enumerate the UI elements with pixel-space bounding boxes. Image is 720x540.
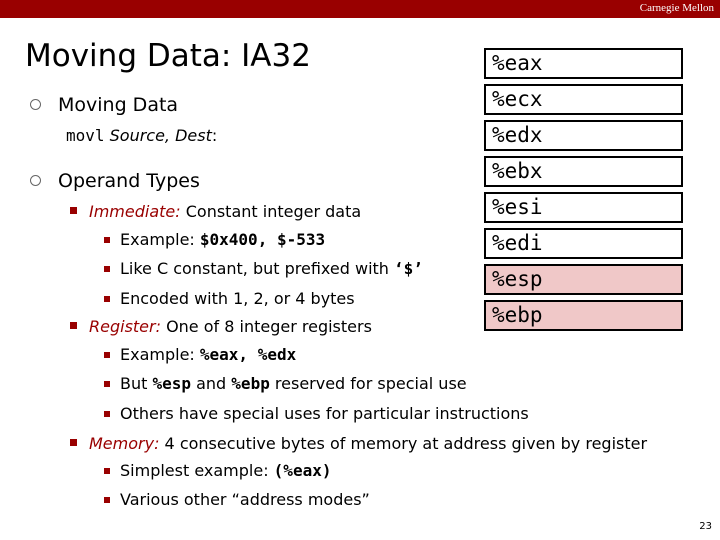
register-but-code-esp: %esp xyxy=(152,374,192,393)
register-but-suffix: reserved for special use xyxy=(269,374,467,393)
square-bullet-icon xyxy=(70,207,77,214)
register-box-ebp: %ebp xyxy=(484,300,683,331)
bullet-moving-data: Moving Data xyxy=(58,94,179,116)
immediate-example xyxy=(120,230,325,249)
small-bullet-icon xyxy=(104,352,110,358)
circle-bullet-icon xyxy=(30,99,41,110)
register-label: Register: xyxy=(89,317,161,336)
memory-simplest-prefix: Simplest example: xyxy=(120,461,274,480)
small-bullet-icon xyxy=(104,266,110,272)
movl-syntax xyxy=(66,126,217,145)
register-others: Others have special uses for particular instructions xyxy=(120,404,529,423)
register-box-edx: %edx xyxy=(484,120,683,151)
movl-args: Source, Dest xyxy=(109,126,212,145)
memory-label: Memory: xyxy=(89,434,160,453)
immediate-like-prefix: Like C constant, but prefixed with xyxy=(120,259,395,278)
small-bullet-icon xyxy=(104,381,110,387)
memory-simplest-code: (%eax) xyxy=(273,461,332,480)
immediate-encoded: Encoded with 1, 2, or 4 bytes xyxy=(120,289,355,308)
register-box-eax: %eax xyxy=(484,48,683,79)
small-bullet-icon xyxy=(104,411,110,417)
register-example-code: %eax, %edx xyxy=(199,345,297,364)
top-bar xyxy=(0,0,720,18)
immediate-example-code: $0x400, $-533 xyxy=(199,230,326,249)
immediate-text: Constant integer data xyxy=(180,202,362,221)
immediate-example-prefix: Example: xyxy=(120,230,200,249)
bullet-operand-types: Operand Types xyxy=(58,170,200,192)
immediate-line xyxy=(89,202,361,221)
brand-label: Carnegie Mellon xyxy=(639,2,714,14)
register-box-ecx: %ecx xyxy=(484,84,683,115)
small-bullet-icon xyxy=(104,468,110,474)
small-bullet-icon xyxy=(104,497,110,503)
register-but-prefix: But xyxy=(120,374,153,393)
register-box-esi: %esi xyxy=(484,192,683,223)
immediate-like-code: ‘$’ xyxy=(394,259,423,278)
register-line xyxy=(89,317,372,336)
memory-various: Various other “address modes” xyxy=(120,490,370,509)
page-number: 23 xyxy=(699,521,712,532)
movl-colon: : xyxy=(211,126,218,145)
memory-simplest xyxy=(120,461,331,480)
register-text: One of 8 integer registers xyxy=(160,317,372,336)
memory-line xyxy=(89,434,647,453)
register-box-edi: %edi xyxy=(484,228,683,259)
register-but-code-ebp: %ebp xyxy=(231,374,270,393)
register-reserved xyxy=(120,374,467,393)
movl-code: movl xyxy=(66,126,105,145)
square-bullet-icon xyxy=(70,439,77,446)
slide-title: Moving Data: IA32 xyxy=(25,38,311,74)
small-bullet-icon xyxy=(104,296,110,302)
register-but-mid: and xyxy=(191,374,232,393)
immediate-like-c xyxy=(120,259,423,278)
square-bullet-icon xyxy=(70,322,77,329)
register-box-ebx: %ebx xyxy=(484,156,683,187)
small-bullet-icon xyxy=(104,237,110,243)
register-example xyxy=(120,345,296,364)
register-example-prefix: Example: xyxy=(120,345,200,364)
immediate-label: Immediate: xyxy=(89,202,181,221)
register-box-esp: %esp xyxy=(484,264,683,295)
circle-bullet-icon xyxy=(30,175,41,186)
memory-text: 4 consecutive bytes of memory at address given by register xyxy=(159,434,648,453)
